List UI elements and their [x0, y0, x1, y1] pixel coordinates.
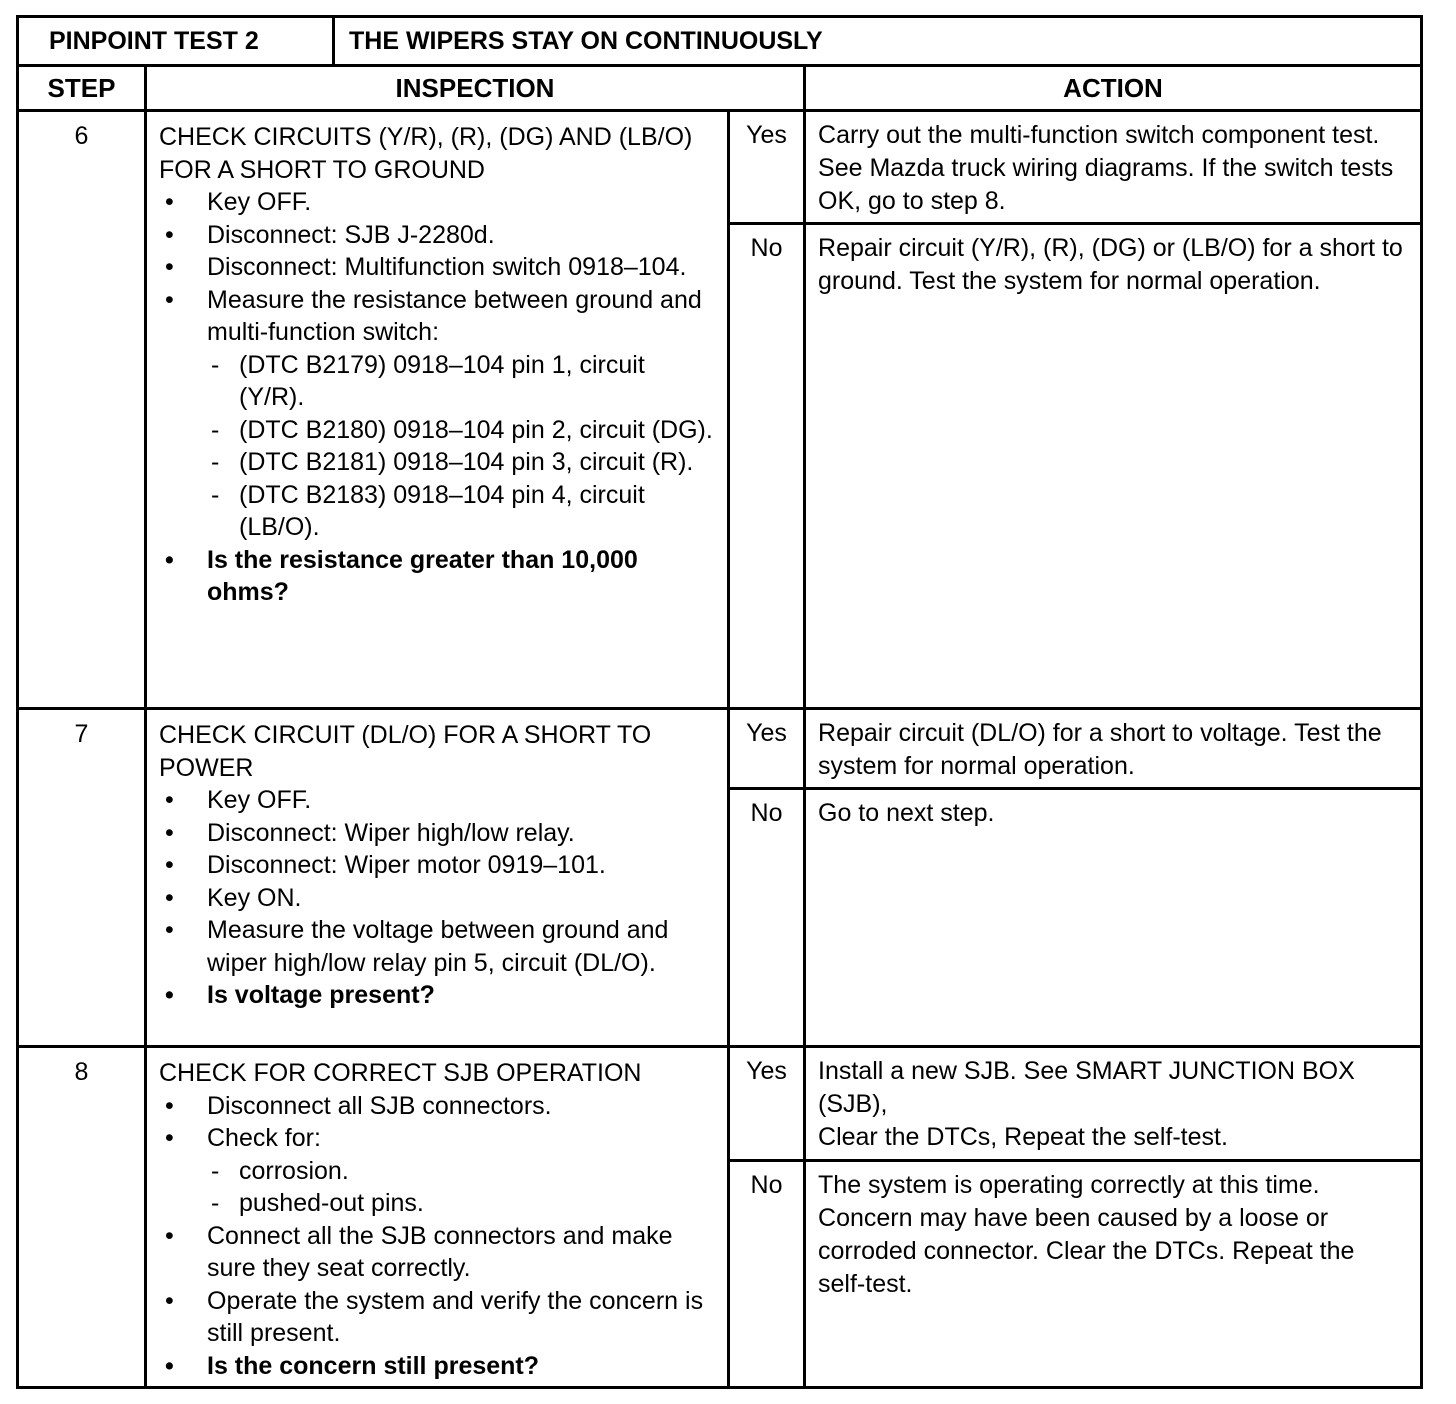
- step-inspection: [146, 709, 729, 1047]
- pinpoint-test-table: [16, 15, 1423, 1389]
- step-8-yes-row: [18, 1047, 1422, 1161]
- list-item: • Measure the resistance between ground and multi-function switch:: [159, 284, 715, 349]
- step-6-yes-row: [18, 111, 1422, 224]
- decision-question: • Is the resistance greater than 10,000 ohms?: [159, 544, 715, 609]
- no-action: Go to next step.: [805, 789, 1422, 1047]
- column-header-row: [18, 66, 1422, 111]
- yes-action: [805, 1047, 1422, 1161]
- list-item: • Disconnect: Multifunction switch 0918–104.: [159, 251, 715, 284]
- list-item: • Disconnect: SJB J-2280d.: [159, 219, 715, 252]
- list-item: • Key ON.: [159, 882, 715, 915]
- test-title: THE WIPERS STAY ON CONTINUOUSLY: [334, 17, 1422, 66]
- sub-list-item: - (DTC B2180) 0918–104 pin 2, circuit (DG).: [159, 414, 715, 447]
- step-heading: CHECK CIRCUITS (Y/R), (R), (DG) AND (LB/O) FOR A SHORT TO GROUND: [159, 123, 693, 184]
- step-inspection: [146, 111, 729, 709]
- sub-list-item: - (DTC B2181) 0918–104 pin 3, circuit (R).: [159, 446, 715, 479]
- step-inspection: [146, 1047, 729, 1388]
- step-column-header: STEP: [18, 66, 146, 111]
- decision-question: • Is the concern still present?: [159, 1350, 715, 1383]
- list-item: • Key OFF.: [159, 784, 715, 817]
- yes-action-line: Clear the DTCs, Repeat the self-test.: [818, 1123, 1228, 1151]
- no-action: The system is operating correctly at this time. Concern may have been caused by a loose or corroded connector. Clear the DTCs. Repeat the self-test.: [805, 1160, 1422, 1387]
- yes-action: Carry out the multi-function switch component test. See Mazda truck wiring diagrams. If the switch tests OK, go to step 8.: [805, 111, 1422, 224]
- step-heading: CHECK CIRCUIT (DL/O) FOR A SHORT TO POWER: [159, 721, 652, 782]
- sub-list-item: - (DTC B2183) 0918–104 pin 4, circuit (LB/O).: [159, 479, 715, 544]
- step-number: 6: [18, 111, 146, 709]
- test-id: PINPOINT TEST 2: [18, 17, 334, 66]
- list-item: • Key OFF.: [159, 186, 715, 219]
- step-number: 8: [18, 1047, 146, 1388]
- no-label: No: [729, 1160, 805, 1387]
- yes-label: Yes: [729, 1047, 805, 1161]
- sub-list-item: - (DTC B2179) 0918–104 pin 1, circuit (Y/R).: [159, 349, 715, 414]
- action-column-header: ACTION: [805, 66, 1422, 111]
- no-action: Repair circuit (Y/R), (R), (DG) or (LB/O) for a short to ground. Test the system for normal operation.: [805, 224, 1422, 709]
- step-heading: CHECK FOR CORRECT SJB OPERATION: [159, 1059, 642, 1087]
- step-number: 7: [18, 709, 146, 1047]
- no-label: No: [729, 224, 805, 709]
- list-item: • Operate the system and verify the concern is still present.: [159, 1285, 715, 1350]
- yes-action-line: Install a new SJB. See SMART JUNCTION BOX (SJB),: [818, 1057, 1355, 1118]
- decision-question: • Is voltage present?: [159, 979, 715, 1012]
- sub-list-item: - pushed-out pins.: [159, 1187, 715, 1220]
- no-label: No: [729, 789, 805, 1047]
- list-item: • Disconnect all SJB connectors.: [159, 1090, 715, 1123]
- list-item: • Connect all the SJB connectors and make sure they seat correctly.: [159, 1220, 715, 1285]
- sub-list-item: - corrosion.: [159, 1155, 715, 1188]
- list-item: • Disconnect: Wiper motor 0919–101.: [159, 849, 715, 882]
- list-item: • Measure the voltage between ground and wiper high/low relay pin 5, circuit (DL/O).: [159, 914, 715, 979]
- inspection-column-header: INSPECTION: [146, 66, 805, 111]
- list-item: • Disconnect: Wiper high/low relay.: [159, 817, 715, 850]
- test-header-row: [18, 17, 1422, 66]
- step-7-yes-row: [18, 709, 1422, 789]
- list-item: • Check for:: [159, 1122, 715, 1155]
- yes-label: Yes: [729, 709, 805, 789]
- yes-label: Yes: [729, 111, 805, 224]
- yes-action: Repair circuit (DL/O) for a short to voltage. Test the system for normal operation.: [805, 709, 1422, 789]
